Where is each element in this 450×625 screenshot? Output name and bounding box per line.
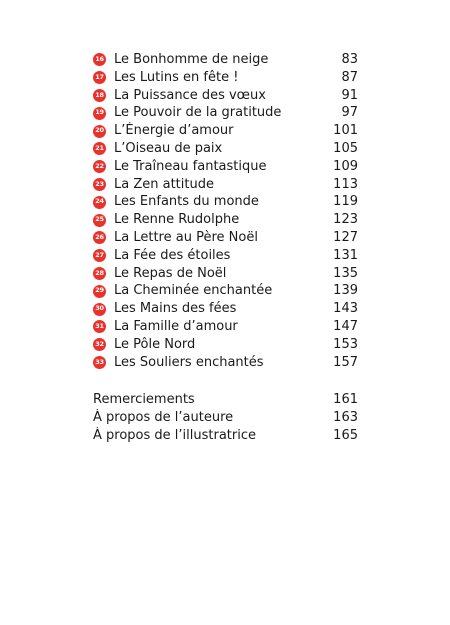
page-number: 157 [333, 354, 358, 370]
chapter-number-badge: 17 [93, 71, 106, 84]
toc-entry-25 [93, 211, 358, 229]
chapter-title: Le Renne Rudolphe [114, 212, 240, 228]
page-number: 131 [333, 247, 358, 263]
back-matter-list [93, 391, 358, 445]
table-of-contents [93, 51, 358, 371]
toc-entry-19 [93, 104, 358, 122]
chapter-title: Les Lutins en fête ! [114, 69, 239, 85]
page-number: 105 [333, 140, 358, 156]
chapter-number-badge: 23 [93, 178, 106, 191]
toc-entry-21 [93, 140, 358, 158]
page-number: 91 [341, 87, 358, 103]
chapter-number-badge: 22 [93, 160, 106, 173]
chapter-title: Le Traîneau fantastique [114, 158, 267, 174]
chapter-number-badge: 18 [93, 89, 106, 102]
page-number: 123 [333, 212, 358, 228]
chapter-number-badge: 20 [93, 125, 106, 138]
toc-entry-27 [93, 247, 358, 265]
toc-entry-30 [93, 300, 358, 318]
chapter-title: Les Souliers enchantés [114, 354, 264, 370]
toc-entry-31 [93, 318, 358, 336]
back-matter-title: Remerciements [93, 392, 195, 407]
toc-entry-28 [93, 265, 358, 283]
chapter-title: Le Pouvoir de la gratitude [114, 105, 282, 121]
page-number: 87 [341, 69, 358, 85]
toc-entry-23 [93, 176, 358, 194]
page-number: 101 [333, 123, 358, 139]
page-number: 135 [333, 265, 358, 281]
chapter-number-badge: 24 [93, 196, 106, 209]
chapter-number-badge: 21 [93, 142, 106, 155]
page-number: 153 [333, 336, 358, 352]
chapter-title: Les Mains des fées [114, 301, 237, 317]
toc-entry-16 [93, 51, 358, 69]
chapter-number-badge: 26 [93, 231, 106, 244]
chapter-title: Les Enfants du monde [114, 194, 259, 210]
page-number: 119 [333, 194, 358, 210]
chapter-title: Le Pôle Nord [114, 336, 196, 352]
chapter-title: La Zen attitude [114, 176, 214, 192]
chapter-title: La Fée des étoiles [114, 247, 231, 263]
page-number: 97 [341, 105, 358, 121]
chapter-title: L’Énergie d’amour [114, 123, 234, 139]
back-matter-title: À propos de l’auteure [93, 410, 234, 425]
chapter-title: Le Bonhomme de neige [114, 52, 269, 67]
toc-entry-29 [93, 282, 358, 300]
chapter-title: La Lettre au Père Noël [114, 229, 258, 245]
page-number: 161 [333, 392, 358, 407]
back-matter-entry-acknowledgements [93, 391, 358, 409]
chapter-title: La Famille d’amour [114, 318, 238, 334]
page-number: 147 [333, 318, 358, 334]
toc-entry-20 [93, 122, 358, 140]
toc-entry-24 [93, 193, 358, 211]
page-number: 83 [341, 52, 358, 67]
chapter-number-badge: 33 [93, 356, 106, 369]
chapter-number-badge: 27 [93, 249, 106, 262]
back-matter-entry-about-author [93, 409, 358, 427]
chapter-number-badge: 28 [93, 267, 106, 280]
chapter-number-badge: 29 [93, 285, 106, 298]
page-number: 113 [333, 176, 358, 192]
page-number: 163 [333, 410, 358, 425]
page-number: 165 [333, 428, 358, 443]
chapter-title: La Cheminée enchantée [114, 283, 273, 299]
back-matter-entry-about-illustrator [93, 427, 358, 445]
toc-entry-33 [93, 354, 358, 372]
page-number: 143 [333, 301, 358, 317]
toc-entry-18 [93, 87, 358, 105]
chapter-title: Le Repas de Noël [114, 265, 227, 281]
chapter-number-badge: 19 [93, 107, 106, 120]
toc-entry-22 [93, 158, 358, 176]
chapter-number-badge: 16 [93, 53, 106, 66]
chapter-number-badge: 31 [93, 320, 106, 333]
page-number: 139 [333, 283, 358, 299]
toc-entry-26 [93, 229, 358, 247]
page-number: 109 [333, 158, 358, 174]
toc-entry-17 [93, 69, 358, 87]
chapter-number-badge: 25 [93, 214, 106, 227]
back-matter-title: À propos de l’illustratrice [93, 428, 256, 443]
page-number: 127 [333, 229, 358, 245]
chapter-title: L’Oiseau de paix [114, 140, 223, 156]
toc-entry-32 [93, 336, 358, 354]
chapter-number-badge: 30 [93, 303, 106, 316]
chapter-title: La Puissance des vœux [114, 87, 266, 103]
chapter-number-badge: 32 [93, 338, 106, 351]
